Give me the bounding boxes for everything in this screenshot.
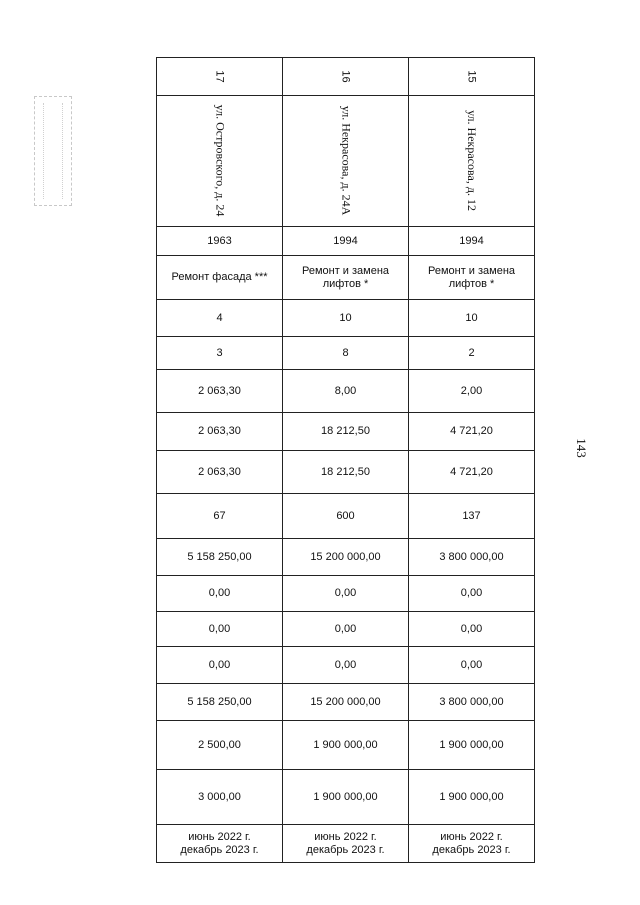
table-cell: 18 212,50 (283, 413, 409, 451)
cell-period: июнь 2022 г. декабрь 2023 г. (409, 825, 535, 863)
table-cell: 0,00 (283, 576, 409, 612)
table-cell: 0,00 (157, 576, 283, 612)
table-cell: 3 800 000,00 (409, 684, 535, 721)
table-cell: 0,00 (157, 647, 283, 684)
table-cell: 5 158 250,00 (157, 539, 283, 576)
table-row-number (157, 58, 535, 96)
cell-year: 1994 (409, 227, 535, 256)
table-cell: 0,00 (157, 612, 283, 647)
table-cell: 1 900 000,00 (283, 721, 409, 770)
table-cell: 2 (409, 337, 535, 370)
data-table (156, 57, 535, 863)
cell-number: 15 (409, 58, 535, 96)
table-cell: 137 (409, 494, 535, 539)
cell-year: 1963 (157, 227, 283, 256)
cell-address: ул. Островского, д. 24 (157, 96, 283, 227)
table-cell: 0,00 (283, 647, 409, 684)
table-cell: 5 158 250,00 (157, 684, 283, 721)
table-cell: 8 (283, 337, 409, 370)
table-cell: 10 (283, 300, 409, 337)
table-cell: 2 063,30 (157, 370, 283, 413)
cell-work-type: Ремонт и замена лифтов * (409, 256, 535, 300)
table-cell: 2,00 (409, 370, 535, 413)
table-row-period (157, 825, 535, 863)
cell-number: 17 (157, 58, 283, 96)
cell-address: ул. Некрасова, д. 24А (283, 96, 409, 227)
table-row-work-type (157, 256, 535, 300)
table-row (157, 539, 535, 576)
table-row (157, 770, 535, 825)
cell-period: июнь 2022 г. декабрь 2023 г. (283, 825, 409, 863)
table-cell: 0,00 (283, 612, 409, 647)
table-row-address (157, 96, 535, 227)
table-cell: 4 721,20 (409, 413, 535, 451)
table-row (157, 413, 535, 451)
table-cell: 18 212,50 (283, 451, 409, 494)
cell-year: 1994 (283, 227, 409, 256)
cell-work-type: Ремонт и замена лифтов * (283, 256, 409, 300)
table-row (157, 494, 535, 539)
cell-address: ул. Некрасова, д. 12 (409, 96, 535, 227)
table-cell: 1 900 000,00 (409, 770, 535, 825)
cell-number: 16 (283, 58, 409, 96)
table-cell: 0,00 (409, 576, 535, 612)
table-cell: 4 (157, 300, 283, 337)
table-cell: 1 900 000,00 (283, 770, 409, 825)
table-cell: 8,00 (283, 370, 409, 413)
faint-stamp-mark (34, 96, 72, 206)
table-row (157, 451, 535, 494)
table-row (157, 721, 535, 770)
table-row (157, 576, 535, 612)
table-row (157, 612, 535, 647)
table-cell: 3 800 000,00 (409, 539, 535, 576)
table-cell: 3 000,00 (157, 770, 283, 825)
table-cell: 4 721,20 (409, 451, 535, 494)
table-cell: 3 (157, 337, 283, 370)
table-cell: 67 (157, 494, 283, 539)
table-cell: 10 (409, 300, 535, 337)
table-row (157, 300, 535, 337)
table-cell: 2 500,00 (157, 721, 283, 770)
table-cell: 2 063,30 (157, 451, 283, 494)
table-row (157, 647, 535, 684)
table-row (157, 684, 535, 721)
table-cell: 15 200 000,00 (283, 684, 409, 721)
table-cell: 15 200 000,00 (283, 539, 409, 576)
table-cell: 0,00 (409, 647, 535, 684)
table-cell: 600 (283, 494, 409, 539)
table-cell: 2 063,30 (157, 413, 283, 451)
table-cell: 0,00 (409, 612, 535, 647)
table-row (157, 370, 535, 413)
table-row-year (157, 227, 535, 256)
cell-work-type: Ремонт фасада *** (157, 256, 283, 300)
cell-period: июнь 2022 г. декабрь 2023 г. (157, 825, 283, 863)
table-row (157, 337, 535, 370)
table-cell: 1 900 000,00 (409, 721, 535, 770)
page-number: 143 (574, 438, 589, 458)
